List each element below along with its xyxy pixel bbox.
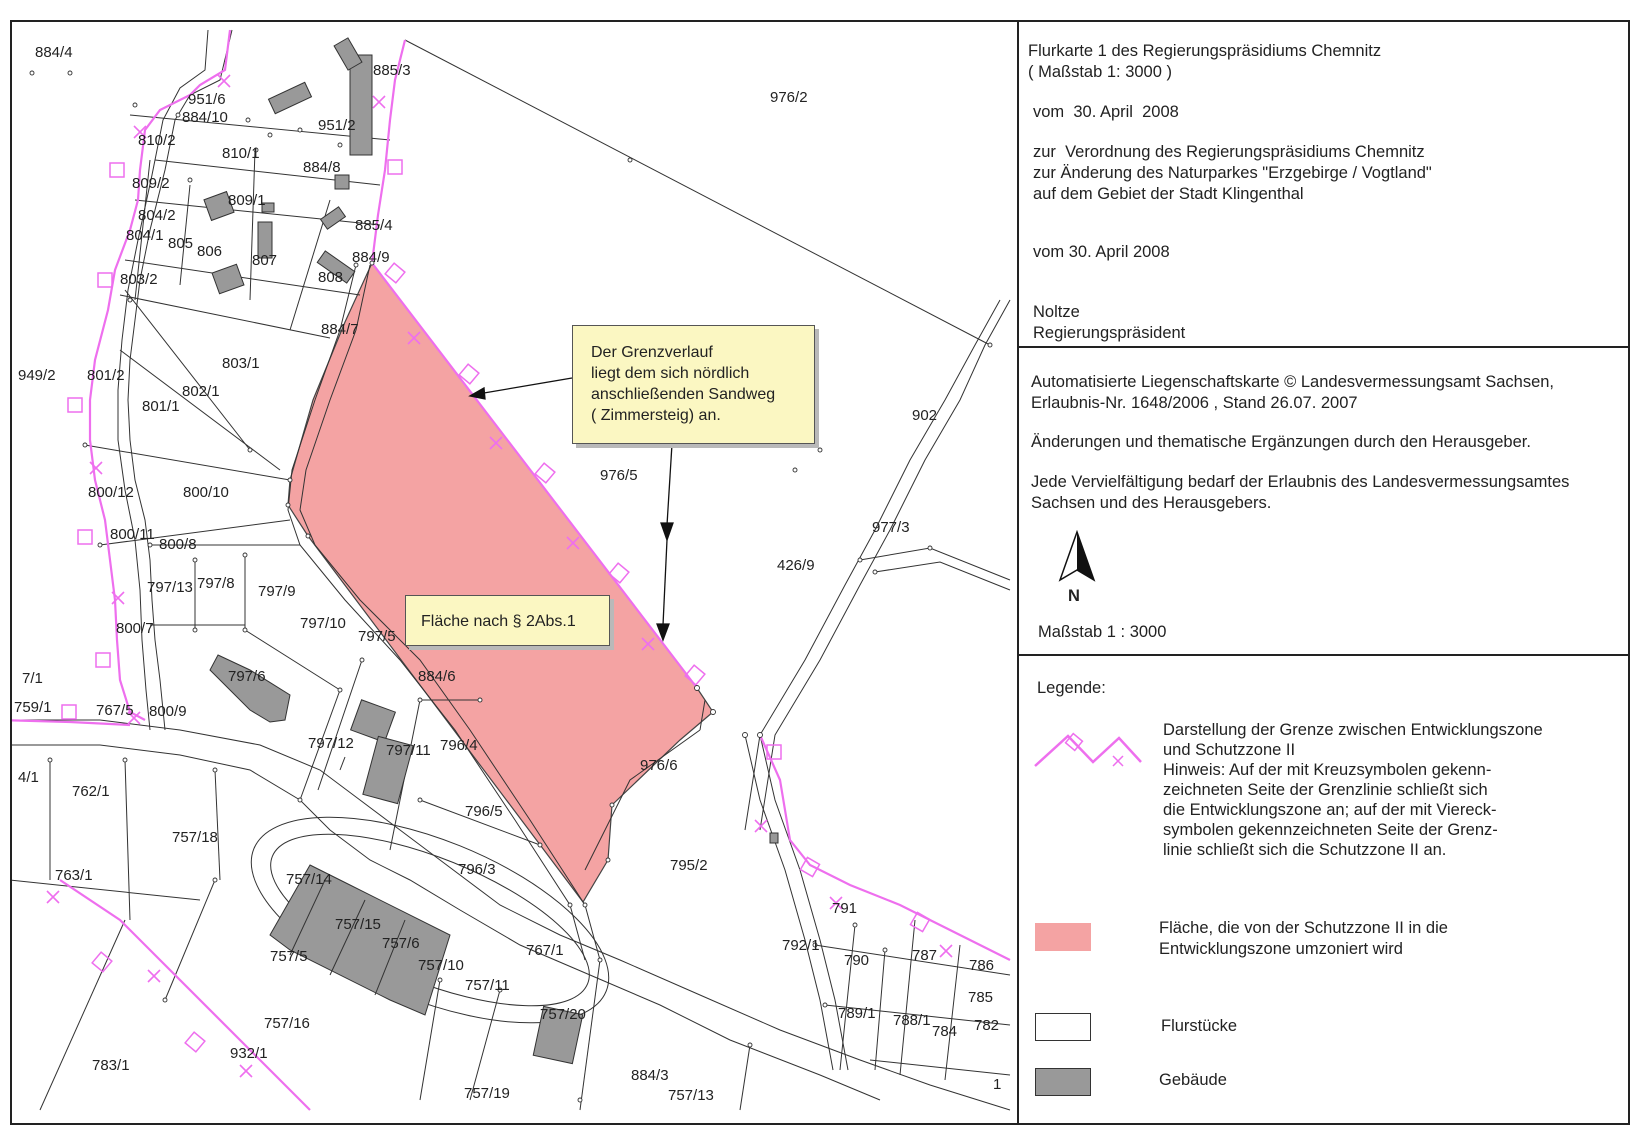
legend-heading: Legende: bbox=[1037, 679, 1106, 697]
parcels-swatch bbox=[1035, 1013, 1091, 1041]
parcel-label: 801/2 bbox=[87, 367, 125, 384]
parcel-label: 757/5 bbox=[270, 948, 308, 965]
parcel-label: 806 bbox=[197, 243, 223, 260]
credits-line-4: Jede Vervielfältigung bedarf der Erlaubnis des Landesvermessungsamtes bbox=[1031, 473, 1570, 491]
parcel-label: 788/1 bbox=[893, 1012, 931, 1029]
parcel-label: 932/1 bbox=[230, 1045, 268, 1062]
parcel-label: 757/18 bbox=[172, 829, 218, 846]
scale-label: Maßstab 1 : 3000 bbox=[1038, 623, 1167, 641]
parcel-label: 803/2 bbox=[120, 271, 158, 288]
parcel-label: 785 bbox=[968, 989, 994, 1006]
parcel-label: 804/2 bbox=[138, 207, 176, 224]
buildings-legend-label: Gebäude bbox=[1159, 1071, 1227, 1089]
parcel-label: 797/5 bbox=[358, 628, 396, 645]
parcel-label: 885/3 bbox=[373, 62, 411, 79]
parcel-label: 783/1 bbox=[92, 1057, 130, 1074]
parcel-label: 796/5 bbox=[465, 803, 503, 820]
parcel-label: 884/4 bbox=[35, 44, 73, 61]
area-legend-text-1: Fläche, die von der Schutzzone II in die bbox=[1159, 919, 1448, 937]
boundary-legend-line: zeichneten Seite der Grenzlinie schließt sich bbox=[1163, 781, 1488, 799]
parcel-label: 789/1 bbox=[838, 1005, 876, 1022]
parcel-label: 797/10 bbox=[300, 615, 346, 632]
parcel-label: 902 bbox=[912, 407, 938, 424]
cadastral-map[interactable] bbox=[12, 22, 1017, 1123]
parcel-label: 805 bbox=[168, 235, 194, 252]
title-purpose-2: zur Änderung des Naturparkes "Erzgebirge / Vogtland" bbox=[1033, 164, 1432, 182]
parcel-label: 976/5 bbox=[600, 467, 638, 484]
parcel-label: 976/2 bbox=[770, 89, 808, 106]
signer-name: Noltze bbox=[1033, 303, 1080, 321]
parcel-label: 759/1 bbox=[14, 699, 52, 716]
parcel-label: 784 bbox=[932, 1023, 958, 1040]
parcel-label: 884/9 bbox=[352, 249, 390, 266]
parcels-legend-label: Flurstücke bbox=[1161, 1017, 1238, 1035]
parcel-label: 801/1 bbox=[142, 398, 180, 415]
parcel-label: 951/2 bbox=[318, 117, 356, 134]
buildings-swatch bbox=[1035, 1068, 1091, 1096]
parcel-label: 767/5 bbox=[96, 702, 134, 719]
parcel-label: 884/10 bbox=[182, 109, 228, 126]
boundary-legend-icon bbox=[1033, 726, 1143, 770]
parcel-label: 809/1 bbox=[228, 192, 266, 209]
parcel-label: 885/4 bbox=[355, 217, 393, 234]
parcel-label: 951/6 bbox=[188, 91, 226, 108]
parcel-label: 809/2 bbox=[132, 175, 170, 192]
parcel-label: 791 bbox=[832, 900, 858, 917]
boundary-legend-line: die Entwicklungszone an; auf der mit Viereck- bbox=[1163, 801, 1497, 819]
area-note-callout: Fläche nach § 2Abs.1 bbox=[405, 595, 610, 646]
parcel-label: 810/1 bbox=[222, 145, 260, 162]
credits-line-1: Automatisierte Liegenschaftskarte © Landesvermessungsamt Sachsen, bbox=[1031, 373, 1555, 391]
parcel-label: 795/2 bbox=[670, 857, 708, 874]
boundary-note-callout: Der Grenzverlauf liegt dem sich nördlich anschließenden Sandweg ( Zimmersteig) an. bbox=[572, 325, 815, 444]
credits-line-5: Sachsen und des Herausgebers. bbox=[1031, 494, 1272, 512]
parcel-label: 796/4 bbox=[440, 737, 478, 754]
parcel-label: 762/1 bbox=[72, 783, 110, 800]
parcel-label: 796/3 bbox=[458, 861, 496, 878]
parcel-label: 790 bbox=[844, 952, 870, 969]
parcel-label: 810/2 bbox=[138, 132, 176, 149]
parcel-label: 976/6 bbox=[640, 757, 678, 774]
parcel-label: 797/8 bbox=[197, 575, 235, 592]
parcel-label: 884/8 bbox=[303, 159, 341, 176]
parcel-label: 767/1 bbox=[526, 942, 564, 959]
parcel-label: 803/1 bbox=[222, 355, 260, 372]
parcel-label: 797/11 bbox=[386, 742, 431, 759]
parcel-label: 757/6 bbox=[382, 935, 420, 952]
parcel-label: 792/1 bbox=[782, 937, 820, 954]
legend-block bbox=[1019, 658, 1628, 1123]
boundary-legend-line: Hinweis: Auf der mit Kreuzsymbolen gekenn- bbox=[1163, 761, 1492, 779]
boundary-legend-line: und Schutzzone II bbox=[1163, 741, 1296, 759]
parcel-label: 800/10 bbox=[183, 484, 229, 501]
parcel-label: 7/1 bbox=[22, 670, 43, 687]
area-legend-text-2: Entwicklungszone umzoniert wird bbox=[1159, 940, 1403, 958]
parcel-label: 884/6 bbox=[418, 668, 456, 685]
parcel-label: 800/8 bbox=[159, 536, 197, 553]
parcel-label: 977/3 bbox=[872, 519, 910, 536]
credits-line-3: Änderungen und thematische Ergänzungen durch den Herausgeber. bbox=[1031, 433, 1531, 451]
title-purpose-1: zur Verordnung des Regierungspräsidiums Chemnitz bbox=[1033, 143, 1425, 161]
parcel-label: 4/1 bbox=[18, 769, 39, 786]
parcel-label: 757/13 bbox=[668, 1087, 714, 1104]
parcel-label: 757/19 bbox=[464, 1085, 510, 1102]
credits-line-2: Erlaubnis-Nr. 1648/2006 , Stand 26.07. 2007 bbox=[1031, 394, 1358, 412]
parcel-label: 797/13 bbox=[147, 579, 193, 596]
parcel-label: 426/9 bbox=[777, 557, 815, 574]
parcel-label: 800/7 bbox=[116, 620, 154, 637]
title-date-1: vom 30. April 2008 bbox=[1033, 103, 1179, 121]
parcel-label: 782 bbox=[974, 1017, 1000, 1034]
parcel-label: 787 bbox=[912, 947, 938, 964]
parcel-label: 800/9 bbox=[149, 703, 187, 720]
parcel-label: 800/12 bbox=[88, 484, 134, 501]
boundary-legend-line: symbolen gekennzeichneten Seite der Grenz- bbox=[1163, 821, 1498, 839]
parcel-label: 884/3 bbox=[631, 1067, 669, 1084]
rezoned-area-swatch bbox=[1035, 923, 1091, 951]
boundary-legend-line: Darstellung der Grenze zwischen Entwicklungszone bbox=[1163, 721, 1543, 739]
parcel-label: 804/1 bbox=[126, 227, 164, 244]
title-heading: Flurkarte 1 des Regierungspräsidiums Chemnitz bbox=[1028, 42, 1382, 60]
parcel-label: 807 bbox=[252, 252, 278, 269]
parcel-label: 757/20 bbox=[540, 1006, 586, 1023]
north-label: N bbox=[1068, 587, 1080, 605]
boundary-legend-line: linie schließt sich die Schutzzone II an. bbox=[1163, 841, 1447, 859]
parcel-label: 757/16 bbox=[264, 1015, 310, 1032]
parcel-label: 1 bbox=[993, 1076, 1002, 1093]
parcel-label: 757/14 bbox=[286, 871, 332, 888]
title-date-2: vom 30. April 2008 bbox=[1033, 243, 1170, 261]
signer-title: Regierungspräsident bbox=[1033, 324, 1186, 342]
parcel-label: 797/6 bbox=[228, 668, 266, 685]
parcel-label: 786 bbox=[969, 957, 995, 974]
parcel-label: 757/10 bbox=[418, 957, 464, 974]
parcel-label: 949/2 bbox=[18, 367, 56, 384]
parcel-label: 797/9 bbox=[258, 583, 296, 600]
parcel-label: 757/11 bbox=[465, 977, 510, 994]
title-scale: ( Maßstab 1: 3000 ) bbox=[1028, 63, 1172, 81]
parcel-label: 802/1 bbox=[182, 383, 220, 400]
parcel-label: 763/1 bbox=[55, 867, 93, 884]
parcel-label: 808 bbox=[318, 269, 344, 286]
title-block bbox=[1019, 22, 1628, 348]
parcel-label: 757/15 bbox=[335, 916, 381, 933]
parcel-label: 797/12 bbox=[308, 735, 354, 752]
credits-block bbox=[1019, 350, 1628, 656]
parcel-label: 884/7 bbox=[321, 321, 359, 338]
title-purpose-3: auf dem Gebiet der Stadt Klingenthal bbox=[1033, 185, 1304, 203]
north-arrow-icon bbox=[1057, 530, 1097, 590]
parcel-label: 800/11 bbox=[110, 526, 155, 543]
